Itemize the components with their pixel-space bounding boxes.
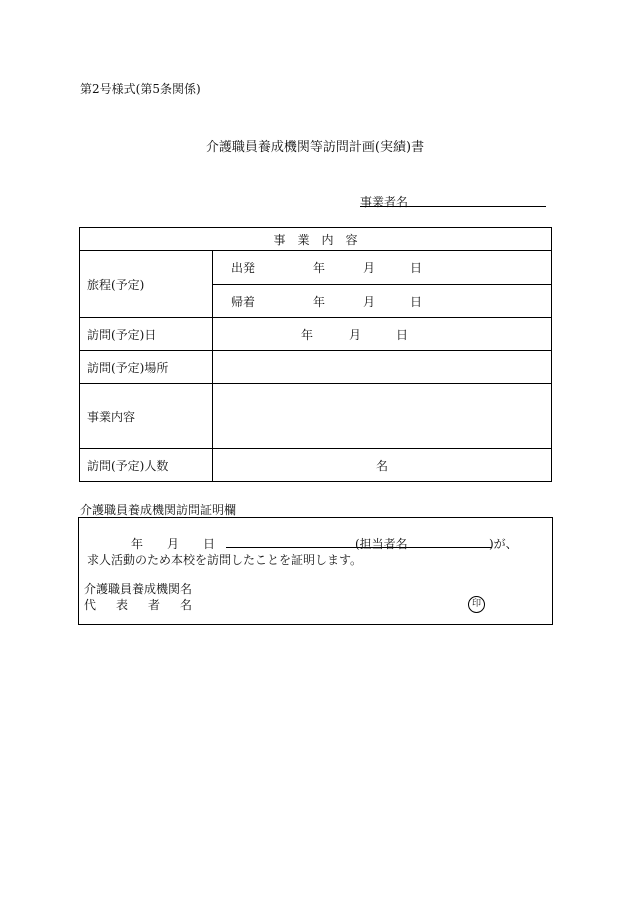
return-row[interactable] xyxy=(213,285,552,318)
certificate-title: 介護職員養成機関訪問証明欄 xyxy=(80,503,237,517)
business-content-table xyxy=(79,227,552,482)
cert-day: 日 xyxy=(203,537,216,551)
visit-date-label: 訪問(予定)日 xyxy=(80,318,213,351)
ga-suffix: )が、 xyxy=(489,537,518,551)
operator-name-label: 事業者名 xyxy=(360,195,409,209)
representative-char-3: 者 xyxy=(148,598,161,612)
business-content-label: 事業内容 xyxy=(80,384,213,449)
representative-char-1: 代 xyxy=(84,598,97,612)
table-header: 事 業 内 容 xyxy=(80,228,552,251)
visitor-count-cell[interactable] xyxy=(213,449,552,482)
visit-date-cell[interactable] xyxy=(213,318,552,351)
return-day: 日 xyxy=(410,294,423,309)
representative-char-4: 名 xyxy=(180,598,193,612)
itinerary-label: 旅程(予定) xyxy=(80,251,213,318)
departure-day: 日 xyxy=(410,261,423,275)
certificate-box xyxy=(78,517,553,625)
representative-char-2: 表 xyxy=(116,598,129,612)
departure-row[interactable] xyxy=(213,251,552,285)
return-month: 月 xyxy=(363,294,376,309)
institution-name-label: 介護職員養成機関名 xyxy=(84,582,193,596)
document-title: 介護職員養成機関等訪問計画(実績)書 xyxy=(205,140,425,155)
visit-year: 年 xyxy=(301,327,314,342)
visit-month: 月 xyxy=(349,327,362,342)
visit-place-label: 訪問(予定)場所 xyxy=(80,351,213,384)
departure-month: 月 xyxy=(363,261,376,275)
visitor-count-label: 訪問(予定)人数 xyxy=(80,449,213,482)
person-in-charge-label: (担当者名 xyxy=(355,537,408,551)
certification-statement: 求人活動のため本校を訪問したことを証明します。 xyxy=(87,553,363,567)
visit-place-cell[interactable] xyxy=(213,351,552,384)
return-year: 年 xyxy=(313,294,326,309)
cert-year: 年 xyxy=(131,537,144,551)
form-number: 第2号様式(第5条関係) xyxy=(80,82,201,96)
departure-year: 年 xyxy=(313,261,326,275)
return-label: 帰着 xyxy=(231,294,256,309)
persons-unit: 名 xyxy=(375,458,388,473)
visit-day: 日 xyxy=(396,327,409,342)
cert-month: 月 xyxy=(167,537,180,551)
operator-name-field[interactable] xyxy=(360,206,546,207)
business-content-cell[interactable] xyxy=(213,384,552,449)
departure-label: 出発 xyxy=(231,261,256,275)
seal-mark: 印 xyxy=(468,596,485,613)
